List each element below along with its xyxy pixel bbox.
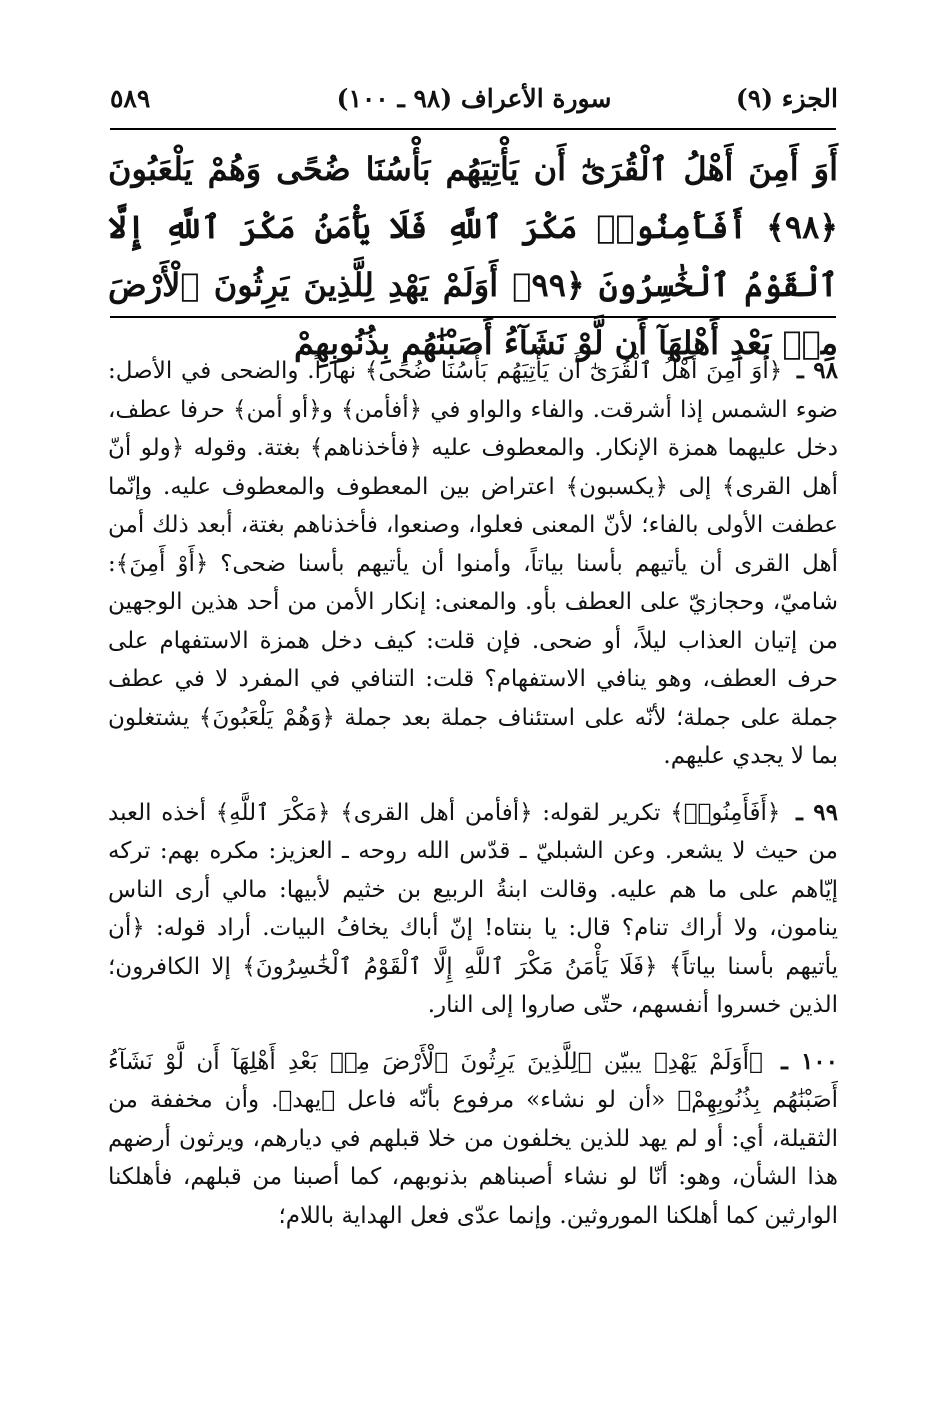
surah-title: سورة الأعراف (٩٨ ـ ١٠٠) — [336, 83, 612, 113]
commentary-paragraph-98 — [108, 352, 838, 776]
commentary-text: ﴿أَوَ أَمِنَ أَهْلُ ٱلْقُرَىٰٓ أَن يَأْتِيَهُم بَأْسُنَا ضُحًى﴾ نهاراً. والضحى في الأصل: ضوء الشمس إذا أشرقت. والفاء والواو في ﴿أفأمن﴾ و﴿أو أمن﴾ حرفا عطف، دخل عليهما همزة الإنكار. والمعطوف عليه ﴿فأخذناهم﴾ بغتة. وقوله ﴿ولو أنّ أهل القرى﴾ إلى ﴿يكسبون﴾ اعتراض بين المعطوف والمعطوف عليه. وإنّما عطفت الأولى بالفاء؛ لأنّ المعنى فعلوا، وصنعوا، فأخذناهم بغتة، أبعد ذلك أمن أهل القرى أن يأتيهم بأسنا بياتاً، وأمنوا أن يأتيهم بأسنا ضحى؟ ﴿أَوْ أَمِنَ﴾: شاميّ، وحجازيّ على العطف بأو. والمعنى: إنكار الأمن من أحد هذين الوجهين من إتيان العذاب ليلاً، أو ضحى. فإن قلت: كيف دخل همزة الاستفهام على حرف العطف، وهو ينافي الاستفهام؟ قلت: التنافي في المفرد لا في عطف جملة على جملة؛ لأنّه على استئناف جملة بعد جملة ﴿وَهُمْ يَلْعَبُونَ﴾ يشتغلون بما لا يجدي عليهم. — [108, 358, 838, 769]
section-divider — [110, 316, 836, 318]
commentary-text: ﴿أَوَلَمْ يَهْدِ﴾ يبيّن ﴿لِلَّذِينَ يَرِثُونَ ٱلْأَرْضَ مِنۢ بَعْدِ أَهْلِهَآ أَن لَّوْ نَشَآءُ أَصَبْنَٰهُم بِذُنُوبِهِمْ﴾ «أن لو نشاء» مرفوع بأنّه فاعل ﴿يهد﴾. وأن مخففة من الثقيلة، أي: أو لم يهد للذين يخلفون من خلا قبلهم في ديارهم، ويرثون أرضهم هذا الشأن، وهو: أنّا لو نشاء أصبناهم بذنوبهم، كما أصبنا من قبلهم، فأهلكنا الوارثين كما أهلكنا الموروثين. وإنما عدّى فعل الهداية باللام؛ — [108, 1048, 838, 1229]
commentary-paragraph-99 — [108, 794, 838, 1025]
verse-number: ٩٨ ـ — [797, 357, 839, 384]
header-rule — [110, 128, 836, 130]
page-number: ٥٨٩ — [110, 83, 151, 113]
juz-label: الجزء (٩) — [735, 83, 838, 113]
verse-number: ١٠٠ ـ — [781, 1047, 839, 1075]
verse-number: ٩٩ ـ — [796, 798, 838, 826]
commentary-text: ﴿أَفَأَمِنُوا۟﴾ تكرير لقوله: ﴿أفأمن أهل القرى﴾ ﴿مَكْرَ ٱللَّهِ﴾ أخذه العبد من حيث لا يشعر. وعن الشبليّ ـ قدّس الله روحه ـ العزيز: مكره بهم: تركه إيّاهم على ما هم عليه. وقالت ابنةُ الربيع بن خثيم لأبيها: مالي أرى الناس ينامون، ولا أراك تنام؟ قال: يا بنتاه! إنّ أباك يخافُ البيات. أراد قوله: ﴿أن يأتيهم بأسنا بياتاً﴾ ﴿فَلَا يَأْمَنُ مَكْرَ ٱللَّهِ إِلَّا ٱلْقَوْمُ ٱلْخَٰسِرُونَ﴾ إلا الكافرون؛ الذين خسروا أنفسهم، حتّى صاروا إلى النار. — [108, 799, 838, 1018]
quran-verses: أَوَ أَمِنَ أَهْلُ ٱلْقُرَىٰٓ أَن يَأْتِيَهُم بَأْسُنَا ضُحًى وَهُمْ يَلْعَبُونَ ﴿٩٨﴾ أَفَأَمِنُوا۟ مَكْرَ ٱللَّهِ فَلَا يَأْمَنُ مَكْرَ ٱللَّهِ إِلَّا ٱلْقَوْمُ ٱلْخَٰسِرُونَ ﴿٩٩﴾ أَوَلَمْ يَهْدِ لِلَّذِينَ يَرِثُونَ ٱلْأَرْضَ مِنۢ بَعْدِ أَهْلِهَآ أَن لَّوْ نَشَآءُ أَصَبْنَٰهُم بِذُنُوبِهِمْ — [108, 150, 839, 362]
commentary-paragraph-100 — [108, 1043, 838, 1236]
running-header — [110, 78, 838, 118]
tafsir-commentary — [108, 352, 838, 1253]
